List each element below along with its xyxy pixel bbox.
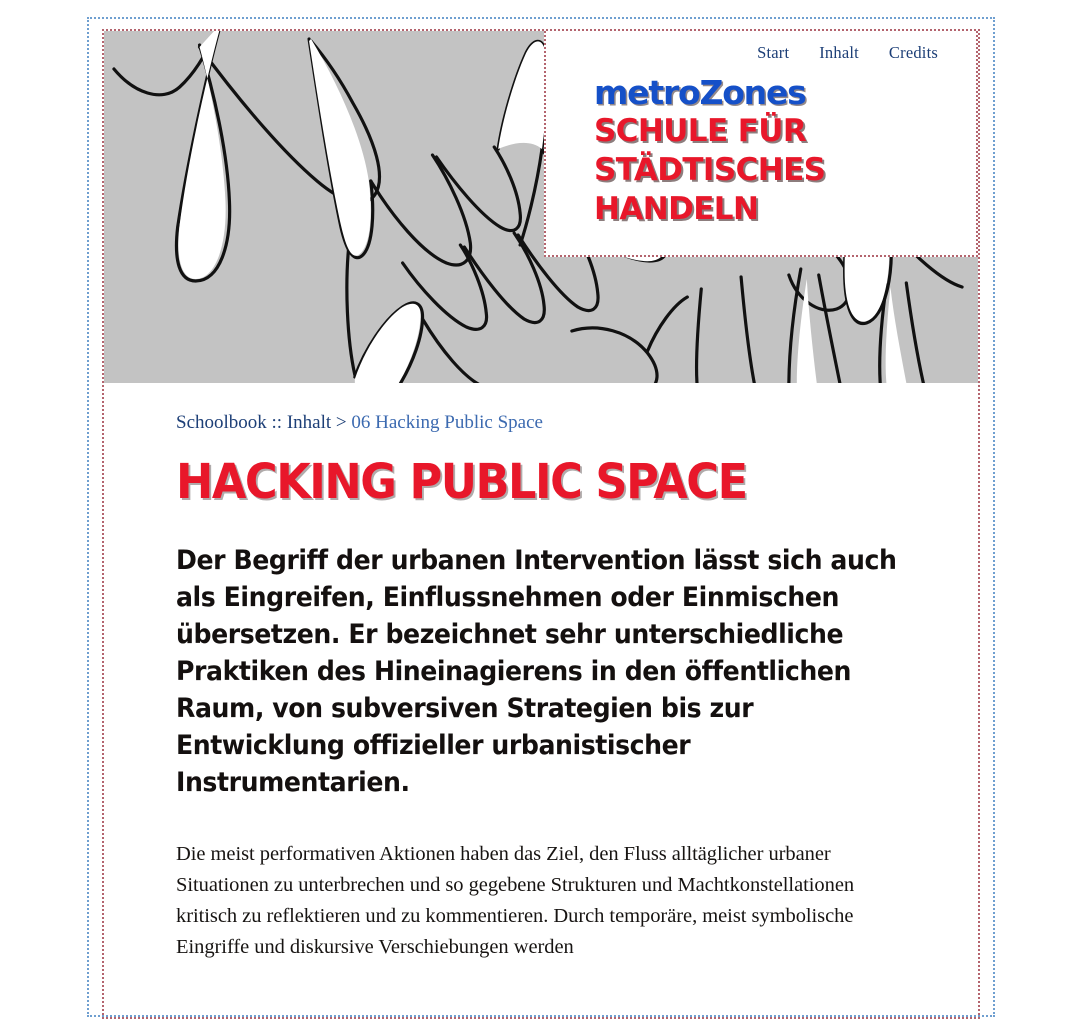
site-logo[interactable] bbox=[594, 75, 825, 229]
nav-credits[interactable]: Credits bbox=[888, 43, 938, 62]
logo-line-3: HANDELN bbox=[594, 191, 759, 227]
logo-line-1: SCHULE FÜR bbox=[594, 113, 807, 149]
breadcrumb-separator-1: :: bbox=[271, 412, 283, 433]
breadcrumb-current: 06 Hacking Public Space bbox=[351, 412, 543, 433]
breadcrumb-section[interactable]: Inhalt bbox=[286, 412, 332, 433]
page-title: HACKING PUBLIC SPACE bbox=[176, 453, 747, 510]
site-container bbox=[102, 29, 980, 1019]
banner-image bbox=[104, 31, 978, 383]
logo-card bbox=[544, 31, 978, 257]
nav-start[interactable]: Start bbox=[757, 43, 790, 62]
logo-wordmark: metroZones bbox=[594, 73, 806, 112]
top-navigation bbox=[757, 43, 938, 63]
main-content bbox=[104, 383, 978, 963]
logo-line-2: STÄDTISCHES bbox=[594, 152, 826, 188]
breadcrumb-separator-2: > bbox=[335, 412, 347, 433]
breadcrumb-root[interactable]: Schoolbook bbox=[176, 412, 267, 433]
nav-inhalt[interactable]: Inhalt bbox=[819, 43, 859, 62]
article-paragraph-1: Die meist performativen Aktionen haben das Ziel, den Fluss alltäglicher urbaner Situationen zu unterbrechen und so gegebene Strukturen und Machtkonstellationen kritisch zu reflektieren und zu kommentieren. Durch temporäre, meist symbolische Eingriffe und diskursive Verschiebungen werden bbox=[176, 842, 855, 958]
article-lead: Der Begriff der urbanen Intervention lässt sich auch als Eingreifen, Einflussnehmen oder Einmischen übersetzen. Er bezeichnet sehr unterschiedliche Praktiken des Hineinagierens in den öffentlichen Raum, von subversiven Strategien bis zur Entwicklung offizieller urbanistischer Instrumentarien. bbox=[176, 544, 897, 798]
breadcrumb bbox=[176, 411, 906, 436]
